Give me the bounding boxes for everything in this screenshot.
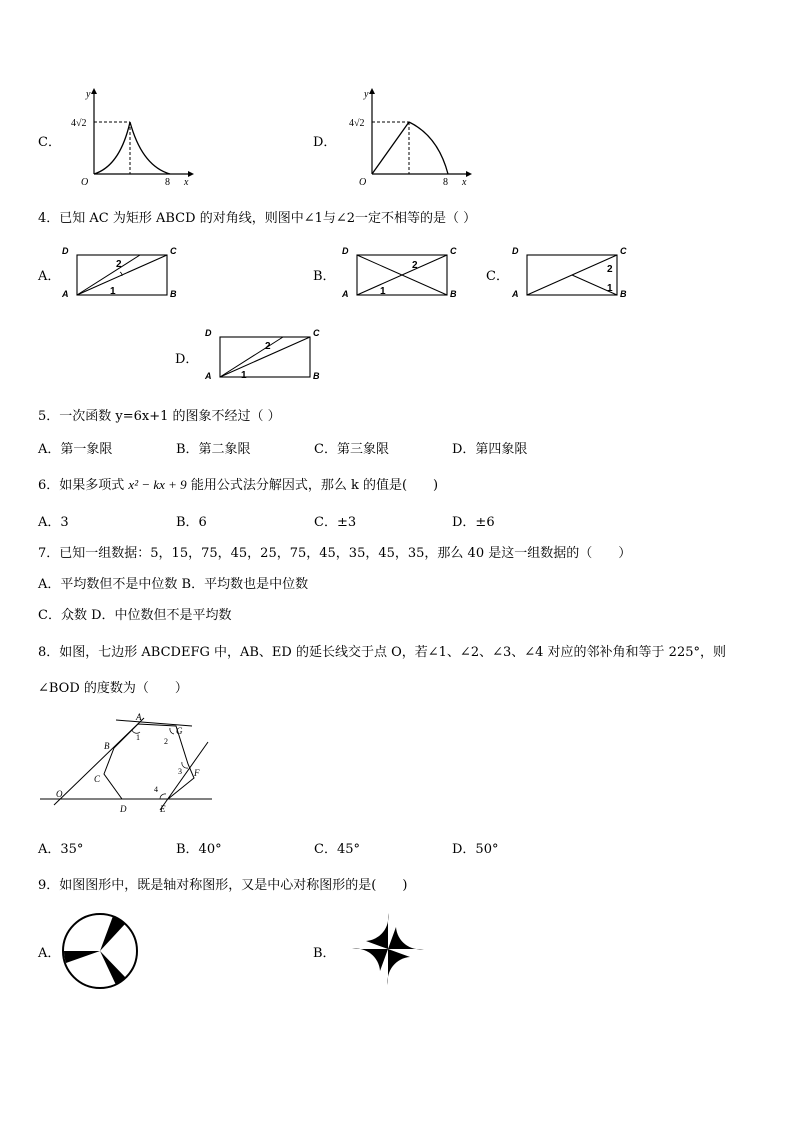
q6-option-d[interactable]: D．±6 bbox=[452, 515, 495, 530]
q3c-x-label: x bbox=[184, 177, 189, 188]
q3-graph-d bbox=[349, 86, 474, 190]
svg-text:B: B bbox=[450, 289, 457, 299]
svg-text:O: O bbox=[56, 789, 63, 799]
q6-stem-after: 能用公式法分解因式，那么 k 的值是( ) bbox=[190, 478, 439, 493]
svg-text:B: B bbox=[170, 289, 177, 299]
q6-expression: x² − kx + 9 bbox=[128, 477, 187, 492]
q4-option-a-label: A． bbox=[38, 269, 61, 284]
q5-option-b[interactable]: B．第二象限 bbox=[176, 442, 251, 457]
q4-option-d-label: D． bbox=[175, 352, 199, 367]
q7-stem: 7．已知一组数据：5，15，75，45，25，75，45，35，45，35，那么 40 是这一组数据的（ ） bbox=[38, 546, 632, 561]
svg-text:F: F bbox=[194, 768, 200, 778]
q6-option-c[interactable]: C．±3 bbox=[314, 515, 357, 530]
q3d-y-label: y bbox=[364, 89, 369, 100]
q7-option-cd[interactable]: C．众数 D．中位数但不是平均数 bbox=[38, 608, 232, 623]
q4-figure-a bbox=[60, 244, 185, 302]
svg-text:2: 2 bbox=[607, 264, 613, 275]
svg-text:C: C bbox=[620, 246, 627, 256]
q4-stem: 4．已知 AC 为矩形 ABCD 的对角线，则图中∠1与∠2一定不相等的是（ ） bbox=[38, 211, 477, 226]
q8-option-c[interactable]: C．45° bbox=[314, 842, 360, 857]
q6-option-a[interactable]: A．3 bbox=[38, 515, 69, 530]
svg-text:D: D bbox=[62, 246, 69, 256]
q5-stem: 5．一次函数 y=6x+1 的图象不经过（ ） bbox=[38, 409, 281, 424]
q5-option-c[interactable]: C．第三象限 bbox=[314, 442, 389, 457]
q3c-y-label: y bbox=[86, 89, 91, 100]
q3-option-d-label: D． bbox=[313, 135, 337, 150]
q4-figure-c bbox=[510, 244, 635, 302]
q6-option-b[interactable]: B．6 bbox=[176, 515, 207, 530]
svg-text:2: 2 bbox=[116, 259, 122, 270]
svg-text:B: B bbox=[104, 741, 110, 751]
q6-stem bbox=[38, 474, 438, 493]
svg-text:4: 4 bbox=[154, 785, 158, 794]
svg-text:1: 1 bbox=[136, 733, 140, 742]
svg-text:D: D bbox=[512, 246, 519, 256]
svg-text:A: A bbox=[136, 712, 142, 722]
q4-figure-d bbox=[203, 326, 328, 384]
q8-option-d[interactable]: D．50° bbox=[452, 842, 499, 857]
svg-text:D: D bbox=[205, 328, 212, 338]
svg-text:3: 3 bbox=[178, 767, 182, 776]
q3c-y-tick: 4√2 bbox=[71, 118, 87, 129]
q9-stem: 9．如图图形中，既是轴对称图形，又是中心对称图形的是( ) bbox=[38, 878, 408, 893]
svg-text:G: G bbox=[176, 726, 183, 736]
svg-text:C: C bbox=[170, 246, 177, 256]
svg-text:A: A bbox=[62, 289, 69, 299]
svg-text:B: B bbox=[313, 371, 320, 381]
svg-text:C: C bbox=[450, 246, 457, 256]
q3d-y-tick: 4√2 bbox=[349, 118, 365, 129]
svg-text:2: 2 bbox=[164, 737, 168, 746]
svg-text:C: C bbox=[313, 328, 320, 338]
svg-text:A: A bbox=[342, 289, 349, 299]
svg-text:2: 2 bbox=[412, 260, 418, 271]
q4-option-c-label: C． bbox=[486, 269, 509, 284]
q9-figure-a-circle bbox=[60, 911, 140, 991]
q5-option-d[interactable]: D．第四象限 bbox=[452, 442, 528, 457]
svg-text:B: B bbox=[620, 289, 627, 299]
svg-text:1: 1 bbox=[241, 370, 247, 381]
svg-text:C: C bbox=[94, 774, 101, 784]
svg-text:D: D bbox=[342, 246, 349, 256]
q9-option-a-label: A． bbox=[38, 946, 61, 961]
svg-text:1: 1 bbox=[607, 283, 613, 294]
q3d-origin: O bbox=[359, 177, 367, 188]
q4-figure-b bbox=[340, 244, 465, 302]
q3-option-c-label: C． bbox=[38, 135, 61, 150]
svg-text:2: 2 bbox=[265, 341, 271, 352]
q4-option-b-label: B． bbox=[313, 269, 336, 284]
q3d-x-label: x bbox=[462, 177, 467, 188]
q8-stem-line1: 8．如图，七边形 ABCDEFG 中，AB、ED 的延长线交于点 O，若∠1、∠2、∠3、∠4 对应的邻补角和等于 225°，则 bbox=[38, 645, 726, 660]
q3-graph-c bbox=[71, 86, 196, 190]
q9-figure-b-pinwheel bbox=[338, 907, 438, 991]
q8-option-a[interactable]: A．35° bbox=[38, 842, 84, 857]
svg-text:D: D bbox=[120, 804, 127, 814]
q5-option-a[interactable]: A．第一象限 bbox=[38, 442, 113, 457]
svg-text:1: 1 bbox=[380, 286, 386, 297]
svg-text:E: E bbox=[160, 804, 166, 814]
q3d-x-tick: 8 bbox=[443, 177, 448, 188]
svg-text:A: A bbox=[512, 289, 519, 299]
q3c-origin: O bbox=[81, 177, 89, 188]
svg-text:1: 1 bbox=[110, 286, 116, 297]
q8-option-b[interactable]: B．40° bbox=[176, 842, 222, 857]
q7-option-ab[interactable]: A．平均数但不是中位数 B．平均数也是中位数 bbox=[38, 577, 309, 592]
q3c-x-tick: 8 bbox=[165, 177, 170, 188]
svg-text:A: A bbox=[205, 371, 212, 381]
q8-stem-line2: ∠BOD 的度数为（ ） bbox=[38, 681, 188, 696]
q9-option-b-label: B． bbox=[313, 946, 336, 961]
q6-stem-before: 6．如果多项式 bbox=[38, 478, 125, 493]
q8-heptagon-figure bbox=[36, 706, 222, 818]
